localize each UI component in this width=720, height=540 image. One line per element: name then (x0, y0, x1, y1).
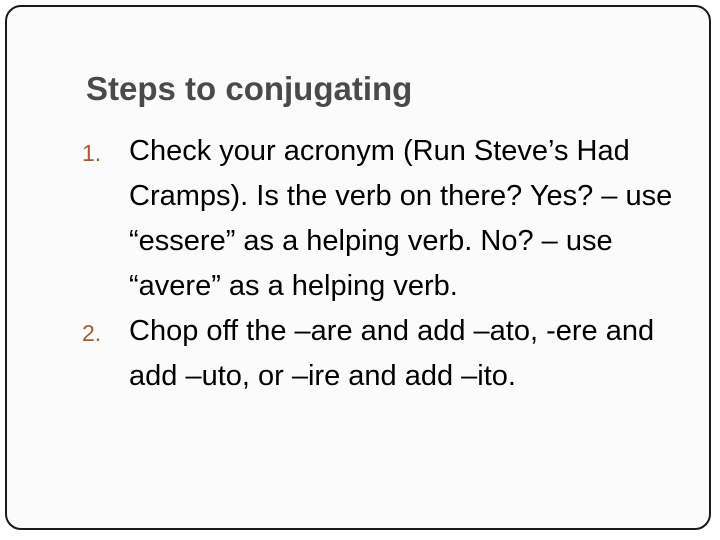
slide-title: Steps to conjugating (86, 70, 413, 107)
step-text: Check your acronym (Run Steve’s Had Cramps). Is the verb on there? Yes? – use “essere” as a helping verb. No? – use “avere” as a helping verb. (129, 135, 673, 302)
step-text: Chop off the –are and add –ato, -ere and add –uto, or –ire and add –ito. (129, 315, 655, 392)
list-item (82, 309, 699, 399)
step-number: 1. (82, 140, 102, 166)
step-number: 2. (82, 320, 102, 346)
list-item (82, 129, 699, 309)
step-list (82, 129, 699, 399)
slide-frame (5, 5, 711, 530)
